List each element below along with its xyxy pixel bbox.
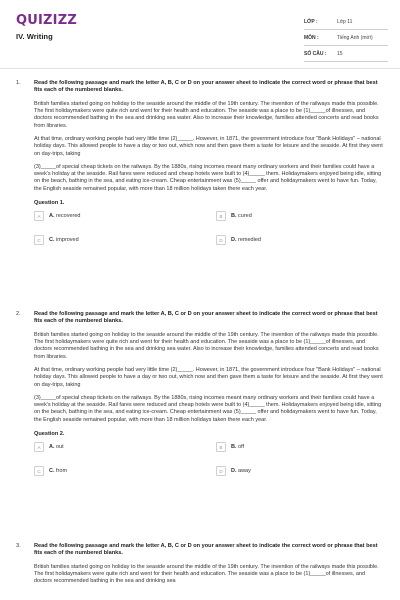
option-key: A. (49, 213, 55, 220)
option-letter-box: A (34, 442, 44, 452)
question-number: 2. (16, 311, 21, 317)
question-prompt: Read the following passage and mark the letter A, B, C or D on your answer sheet to indicate the correct word or phrase that best fits each of the numbered blanks. (34, 80, 378, 94)
option-text: recovered (56, 213, 81, 220)
info-row-subject (304, 30, 388, 46)
question-body (34, 311, 384, 486)
option-text: out (56, 444, 64, 451)
quizizz-logo: QUIZIZZ (16, 13, 77, 28)
option-key: C. (49, 237, 55, 244)
info-row-class (304, 14, 388, 30)
passage-paragraph: At that time, ordinary working people had very little time (2)_____. However, in 1871, the government introduce four "Bank Holidays" – national holiday days. This allowed people to have a day or two out, which now and then gave them a taste for leisure and the seaside. At first they went on day-trips, taking (34, 367, 383, 388)
answer-options (34, 442, 384, 486)
option-letter-box: C (34, 235, 44, 245)
option-key: D. (231, 237, 237, 244)
option-d[interactable] (216, 235, 261, 245)
info-value: Tiếng Anh (mới) (337, 34, 373, 41)
option-text: from (56, 468, 68, 475)
header-divider (0, 68, 400, 69)
option-key: D. (231, 468, 237, 475)
question-prompt: Read the following passage and mark the letter A, B, C or D on your answer sheet to indicate the correct word or phrase that best fits each of the numbered blanks. (34, 311, 378, 325)
option-b[interactable] (216, 442, 244, 452)
answer-options (34, 211, 384, 255)
option-text: off (238, 444, 245, 451)
worksheet-header (0, 0, 400, 62)
info-key: SỐ CÂU : (304, 50, 327, 57)
option-text: improved (56, 237, 79, 244)
option-key: A. (49, 444, 55, 451)
option-letter-box: D (216, 466, 226, 476)
info-key: LỚP : (304, 18, 318, 25)
option-c[interactable] (34, 235, 79, 245)
section-title: IV. Writing (16, 32, 53, 41)
passage-paragraph: (3)_____of special cheap tickets on the railways. By the 1880s, rising incomes meant many ordinary workers and their families could have a week's holiday at the seaside. Rail fares were reduced and cheap hotels were built to (4)_____ them. Holidaymakers enjoyed being idle, sitting on the beach, bathing in the sea, and eating ice-cream. Cheap entertainment was (5)_____ offer and holidaymakers went to have fun. Today, the English seaside remained popular, with more than 18 million holidays taken there each year. (34, 394, 382, 423)
option-text: away (238, 468, 251, 475)
question-number: 3. (16, 543, 21, 549)
question-body (34, 80, 384, 255)
option-letter-box: D (216, 235, 226, 245)
option-letter-box: A (34, 211, 44, 221)
passage-paragraph: At that time, ordinary working people had very little time (2)_____. However, in 1871, the government introduce four "Bank Holidays" – national holiday days. This allowed people to have a day or two out, which now and then gave them a taste for leisure and the seaside. At first they went on day-trips, taking (34, 136, 383, 157)
passage-paragraph: (3)_____of special cheap tickets on the railways. By the 1880s, rising incomes meant many ordinary workers and their families could have a week's holiday at the seaside. Rail fares were reduced and cheap hotels were built to (4)_____ them. Holidaymakers enjoyed being idle, sitting on the beach, bathing in the sea, and eating ice-cream. Cheap entertainment was (5)_____ offer and holidaymakers went to have fun. Today, the English seaside remained popular, with more than 18 million holidays taken there each year. (34, 163, 382, 192)
question-label: Question 2. (34, 431, 65, 438)
option-a[interactable] (34, 442, 64, 452)
option-key: B. (231, 444, 237, 451)
info-value: 15 (337, 50, 343, 57)
info-value: Lớp 11 (337, 18, 353, 25)
passage-paragraph: British families started going on holiday to the seaside around the middle of the 19th century. The invention of the railways made this possible. The first holidaymakers were quite rich and went for their health and education. The seaside was a place to be (1)_____of illnesses, and doctors recommended bathing in the sea and drinking sea (34, 563, 379, 585)
option-b[interactable] (216, 211, 252, 221)
option-c[interactable] (34, 466, 67, 476)
option-text: remedied (238, 237, 261, 244)
option-text: cured (238, 213, 252, 220)
option-letter-box: B (216, 211, 226, 221)
info-key: MÔN : (304, 34, 319, 41)
option-d[interactable] (216, 466, 251, 476)
question-body (34, 543, 384, 586)
question-prompt: Read the following passage and mark the letter A, B, C or D on your answer sheet to indicate the correct word or phrase that best fits each of the numbered blanks. (34, 543, 378, 557)
option-key: C. (49, 468, 55, 475)
option-a[interactable] (34, 211, 81, 221)
passage-paragraph: British families started going on holiday to the seaside around the middle of the 19th century. The invention of the railways made this possible. The first holidaymakers were quite rich and went for their health and education. The seaside was a place to be (1)_____of illnesses, and doctors recommended bathing in the sea and drinking sea water. Also to increase their knowledge, families attended concerts and read books from libraries. (34, 100, 379, 129)
option-letter-box: B (216, 442, 226, 452)
question-label: Question 1. (34, 200, 65, 207)
passage-paragraph: British families started going on holiday to the seaside around the middle of the 19th century. The invention of the railways made this possible. The first holidaymakers were quite rich and went for their health and education. The seaside was a place to be (1)_____of illnesses, and doctors recommended bathing in the sea and drinking sea water. Also to increase their knowledge, families attended concerts and read books from libraries. (34, 331, 379, 360)
option-letter-box: C (34, 466, 44, 476)
info-table (304, 14, 388, 62)
option-key: B. (231, 213, 237, 220)
info-row-count (304, 46, 388, 62)
question-number: 1. (16, 80, 21, 86)
